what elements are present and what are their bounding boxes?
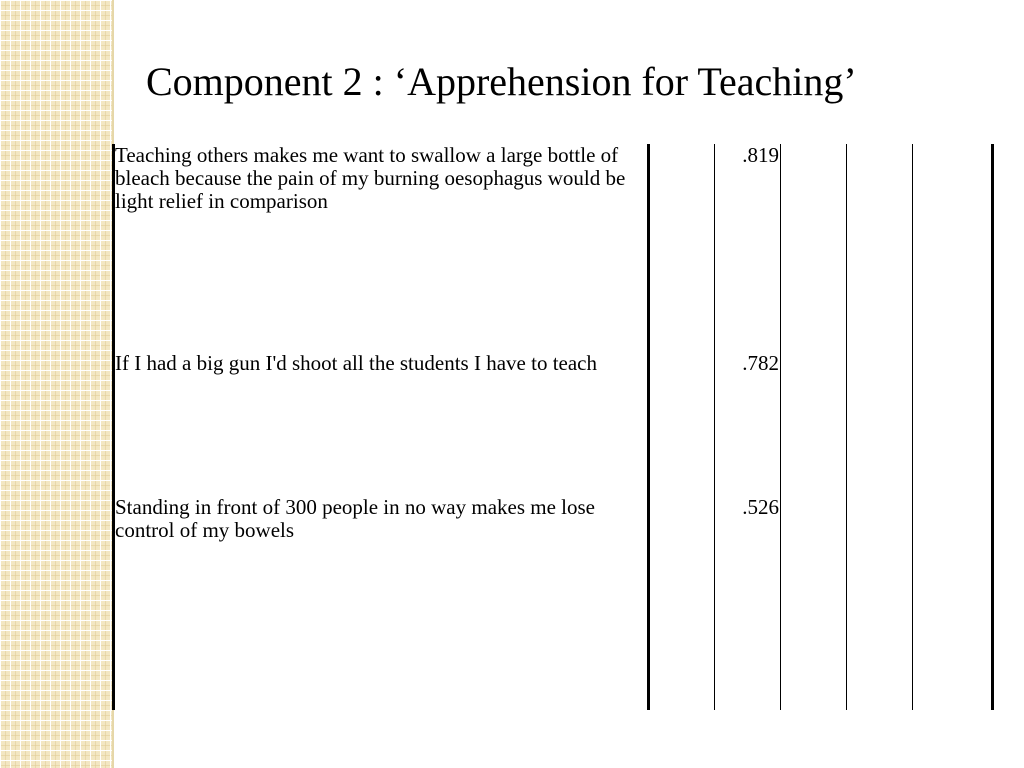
table-border-left (112, 144, 115, 710)
table-row-loading: .782 (742, 351, 779, 375)
table-row-item-text: Teaching others makes me want to swallow a large bottle of bleach because the pain of my burning oesophagus would be light relief in comparison (115, 143, 626, 213)
loadings-table (112, 144, 996, 710)
table-column-rule (714, 144, 715, 710)
table-row-loading: .819 (742, 143, 779, 167)
slide-title: Component 2 : ‘Apprehension for Teaching’ (146, 59, 857, 104)
table-row-item-text: Standing in front of 300 people in no way makes me lose control of my bowels (115, 495, 595, 542)
table-row-loading: .526 (742, 495, 779, 519)
table-border-right (991, 144, 994, 710)
table-column-rule (846, 144, 847, 710)
table-divider-item-column (647, 144, 650, 710)
table-row-item-text: If I had a big gun I'd shoot all the students I have to teach (115, 351, 597, 375)
table-column-rule (912, 144, 913, 710)
decorative-side-pattern (0, 0, 112, 768)
table-column-rule (780, 144, 781, 710)
